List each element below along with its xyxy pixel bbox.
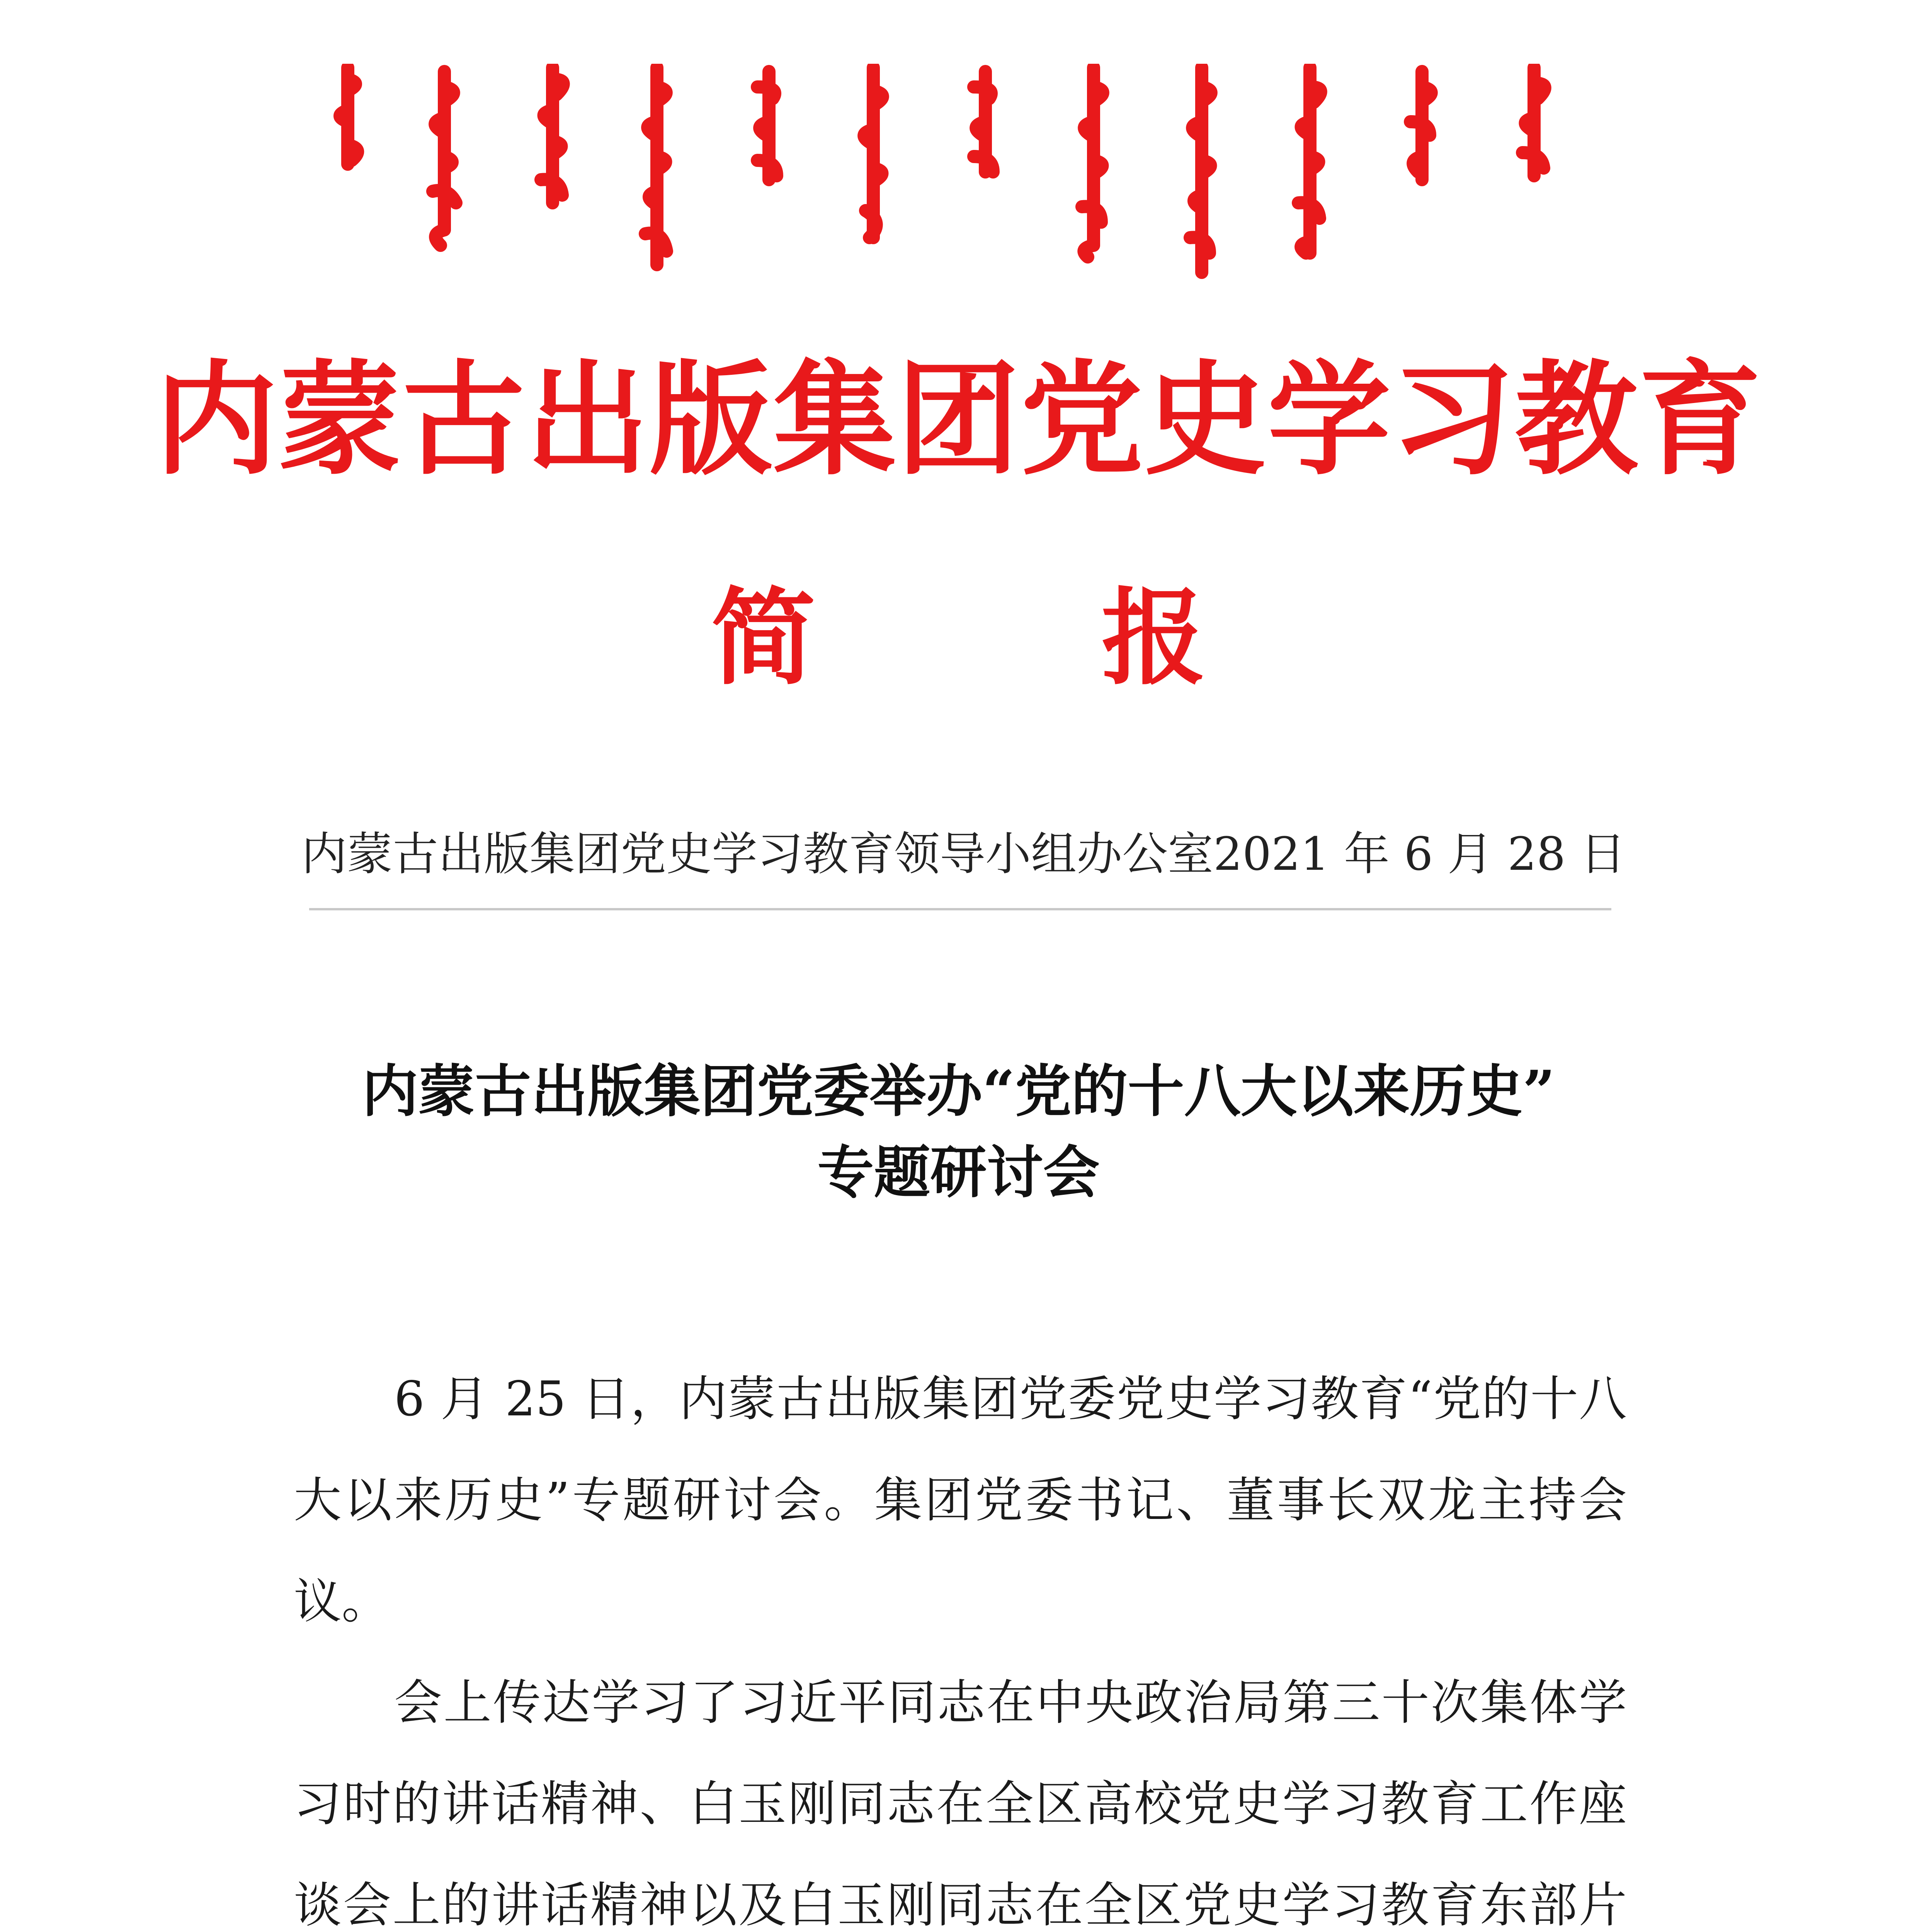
bulletin-subtitle (0, 576, 1917, 699)
headline-line-2: 专题研讨会 (817, 1139, 1100, 1206)
issuer-line (301, 827, 1626, 881)
subtitle-char-bao: 报 (1101, 576, 1206, 699)
article-headline (0, 1051, 1917, 1213)
subtitle-char-jian: 简 (711, 576, 816, 699)
mongolian-title-logo-icon (317, 64, 1623, 280)
paragraph-1: 6 月 25 日，内蒙古出版集团党委党史学习教育“党的十八大以来历史”专题研讨会。集团党委书记、董事长双龙主持会议。 (294, 1371, 1627, 1629)
mongolian-script-title (317, 64, 1623, 280)
issuer-office: 内蒙古出版集团党史学习教育领导小组办公室 (301, 827, 1214, 881)
headline-line-1: 内蒙古出版集团党委举办“党的十八大以来历史” (362, 1058, 1555, 1124)
bulletin-title: 内蒙古出版集团党史学习教育 (155, 347, 1762, 492)
issue-date: 2021 年 6 月 28 日 (1213, 827, 1626, 881)
header-divider (309, 908, 1611, 910)
paragraph-2: 会上传达学习了习近平同志在中央政治局第三十次集体学习时的讲话精神、白玉刚同志在全区高校党史学习教育工作座谈会上的讲话精神以及白玉刚同志在全区党史学习教育东部片 (294, 1675, 1627, 1932)
article-body (294, 1349, 1627, 1932)
